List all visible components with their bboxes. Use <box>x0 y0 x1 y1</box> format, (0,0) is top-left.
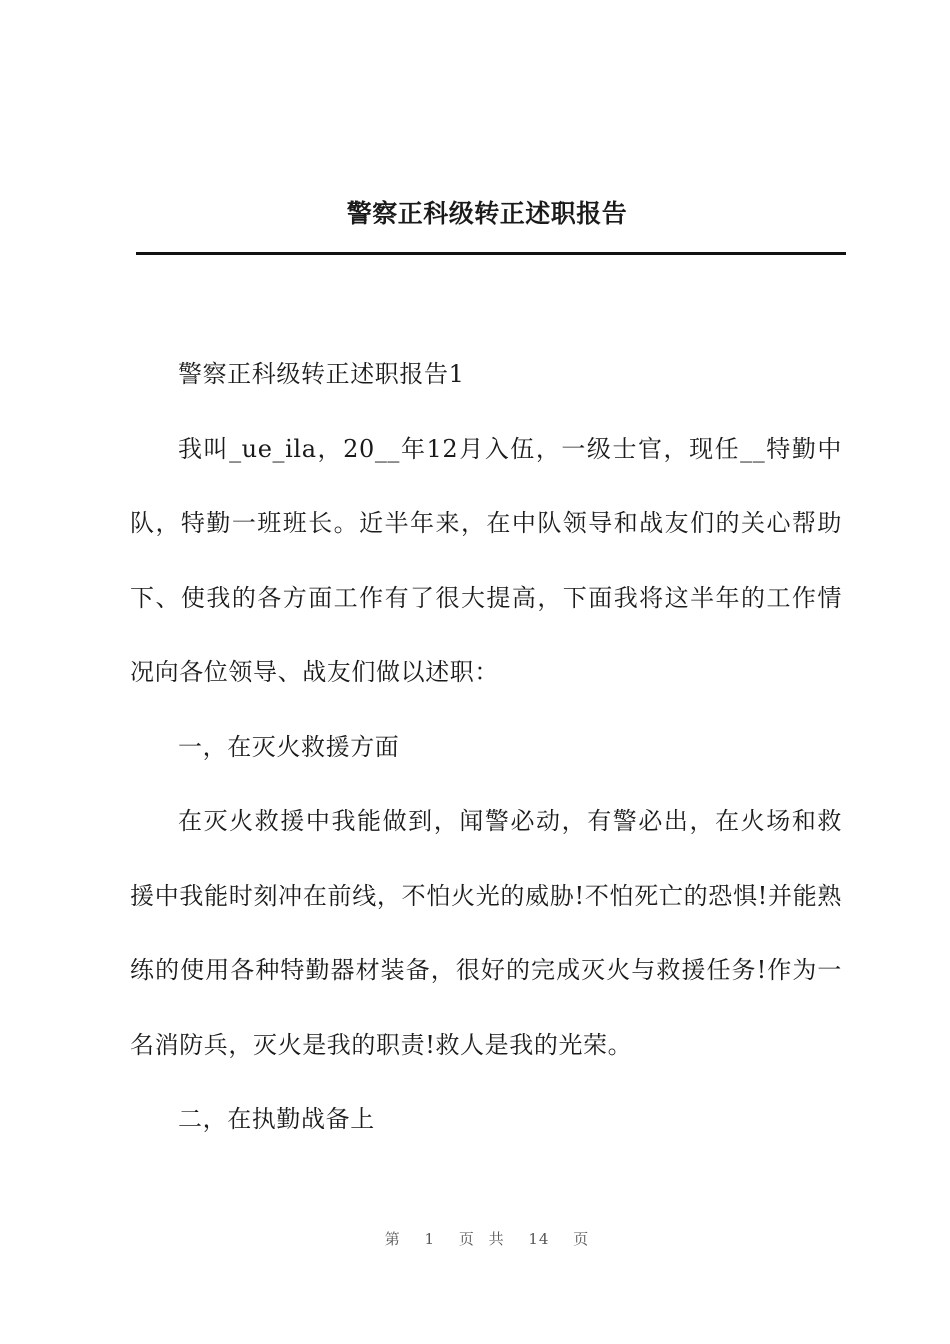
title-divider <box>136 252 846 255</box>
footer-suffix: 页 <box>573 1230 590 1248</box>
footer-prefix: 第 <box>384 1230 401 1248</box>
footer-page-number: 1 <box>424 1230 436 1248</box>
body-paragraph: 在灭火救援中我能做到，闻警必动，有警必出，在火场和救援中我能时刻冲在前线，不怕火光的威胁!不怕死亡的恐惧!并能熟练的使用各种特勤器材装备，很好的完成灭火与救援任务!作为一名消防兵，灭火是我的职责!救人是我的光荣。 <box>130 807 842 1059</box>
section-heading: 一，在灭火救援方面 <box>178 732 400 761</box>
section-heading: 警察正科级转正述职报告1 <box>178 360 465 388</box>
page-title: 警察正科级转正述职报告 <box>346 199 628 228</box>
footer-page-total: 14 <box>528 1230 550 1248</box>
page-footer <box>0 1228 950 1249</box>
body-paragraph: 我叫_ue_ila，20__年12月入伍，一级士官，现任__特勤中队，特勤一班班长。近半年来，在中队领导和战友们的关心帮助下、使我的各方面工作有了很大提高，下面我将这半年的工作情况向各位领导、战友们做以述职： <box>130 434 842 686</box>
footer-mid: 页 共 <box>458 1230 505 1248</box>
section-heading: 二，在执勤战备上 <box>178 1105 375 1133</box>
document-body <box>130 337 842 1157</box>
